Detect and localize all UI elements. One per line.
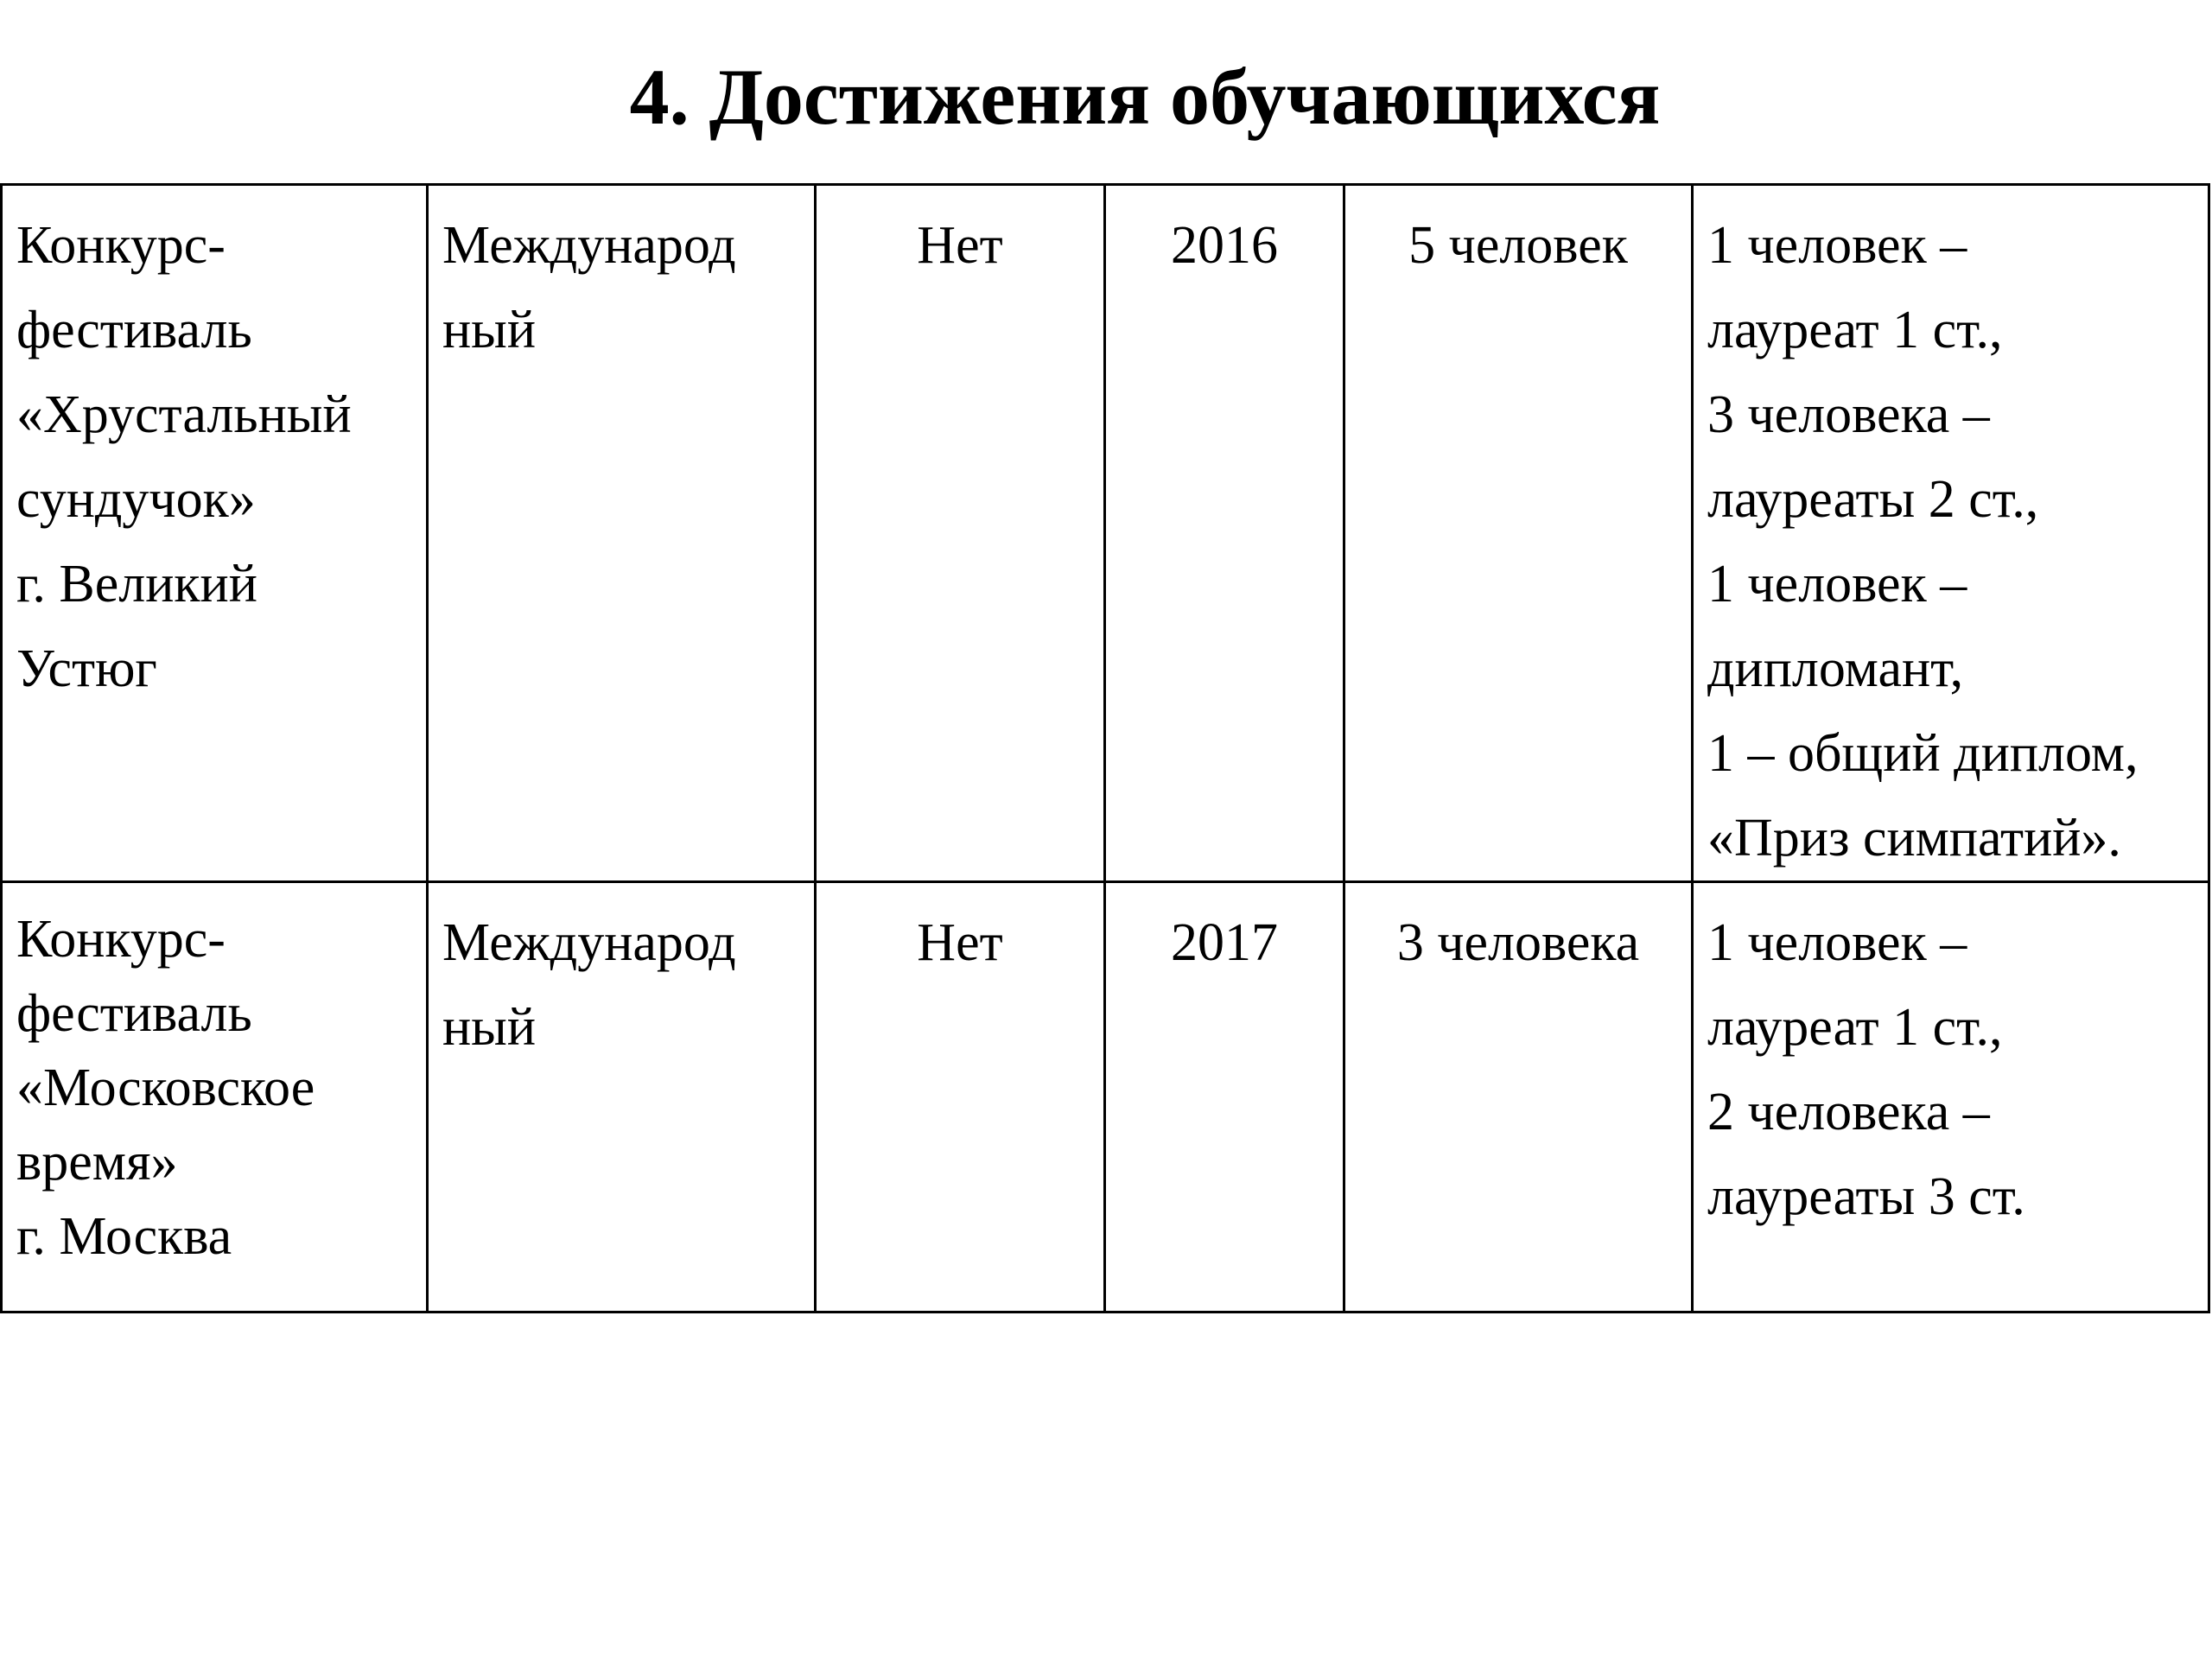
level-line: Международ [442,216,736,275]
result-line: 1 – общий диплом, [1707,724,2139,783]
result-line: лауреат 1 ст., [1707,998,2003,1057]
result-line: 3 человека – [1707,385,1990,444]
result-line: «Приз симпатий». [1707,809,2121,868]
table-row [2,185,2209,882]
competition-name-line: фестиваль [16,301,252,359]
level-cell [428,882,816,1313]
participants-cell: 3 человека [1344,882,1693,1313]
result-line: 1 человек – [1707,913,1967,972]
competition-name-line: г. Москва [16,1207,232,1266]
competition-name-line: г. Великий [16,555,257,613]
level-line: Международ [442,913,736,972]
result-line: 1 человек – [1707,555,1967,613]
competition-name-line: Устюг [16,639,157,698]
competition-name-line: время» [16,1133,178,1192]
participation-cell: Нет [816,882,1105,1313]
participation-cell: Нет [816,185,1105,882]
achievements-table [0,183,2210,1313]
competition-name-line: «Хрустальный [16,385,352,444]
competition-name-line: Конкурс- [16,910,226,969]
competition-name-line: сундучок» [16,470,256,529]
competition-name-line: фестиваль [16,984,252,1043]
result-cell [1693,882,2209,1313]
competition-name-cell [2,882,428,1313]
result-line: дипломант, [1707,639,1964,698]
slide-title: 4. Достижения обучающихся [629,53,1661,141]
result-line: лауреаты 3 ст. [1707,1167,2025,1226]
competition-name-line: «Московское [16,1058,315,1117]
competition-name-cell [2,185,428,882]
result-line: лауреаты 2 ст., [1707,470,2039,529]
table-row [2,882,2209,1313]
year-cell: 2016 [1105,185,1344,882]
result-cell [1693,185,2209,882]
year-cell: 2017 [1105,882,1344,1313]
level-cell [428,185,816,882]
participants-cell: 5 человек [1344,185,1693,882]
result-line: лауреат 1 ст., [1707,301,2003,359]
result-line: 1 человек – [1707,216,1967,275]
level-line: ный [442,301,537,359]
competition-name-line: Конкурс- [16,216,226,275]
result-line: 2 человека – [1707,1083,1990,1141]
level-line: ный [442,998,537,1057]
